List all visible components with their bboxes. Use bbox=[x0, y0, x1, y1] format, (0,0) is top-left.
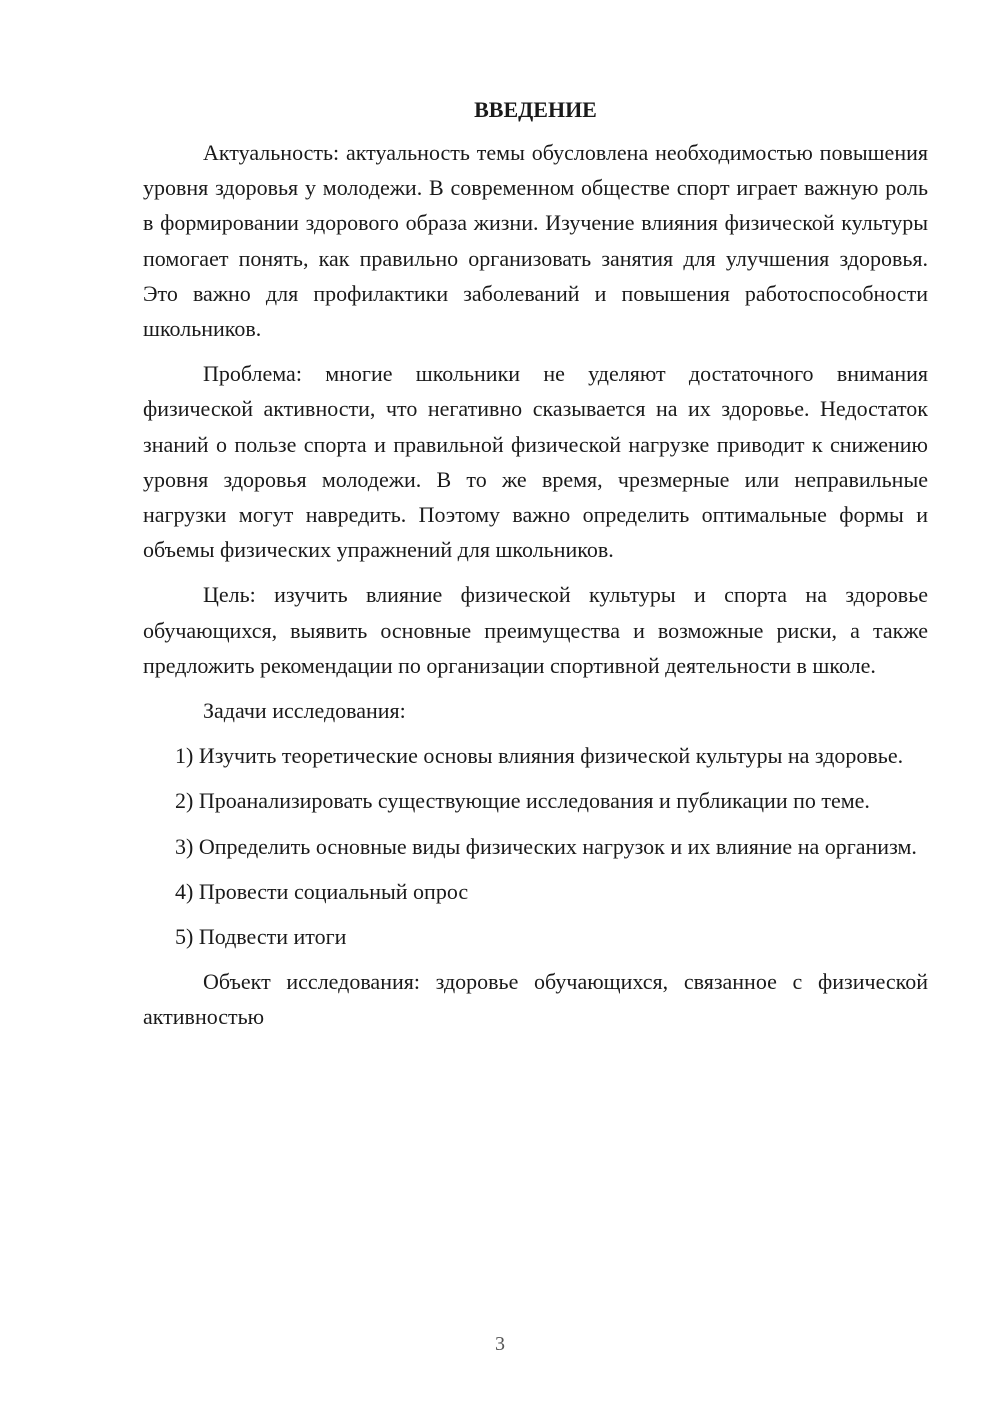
task-item-5: 5) Подвести итоги bbox=[175, 924, 347, 950]
paragraph-problem: Проблема: многие школьники не уделяют достаточного внимания физической активности, что негативно сказывается на их здоровье. Недостаток знаний о пользе спорта и правильной физической нагрузке приводит к снижению уровня здоровья молодежи. В то же время, чрезмерные или неправильные нагрузки могут навредить. Поэтому важно определить оптимальные формы и объемы физических упражнений для школьников. bbox=[143, 361, 928, 563]
tasks-heading: Задачи исследования: bbox=[203, 698, 406, 724]
paragraph-goal: Цель: изучить влияние физической культуры и спорта на здоровье обучающихся, выявить основные преимущества и возможные риски, а также предложить рекомендации по организации спортивной деятельности в школе. bbox=[143, 582, 928, 678]
page-number: 3 bbox=[495, 1333, 505, 1355]
section-title: ВВЕДЕНИЕ bbox=[474, 97, 597, 122]
paragraph-object: Объект исследования: здоровье обучающихся, связанное с физической активностью bbox=[143, 969, 928, 1030]
task-item-3: 3) Определить основные виды физических нагрузок и их влияние на организм. bbox=[175, 833, 917, 859]
page-content bbox=[143, 92, 928, 1045]
paragraph-relevance: Актуальность: актуальность темы обусловлена необходимостью повышения уровня здоровья у молодежи. В современном обществе спорт играет важную роль в формировании здорового образа жизни. Изучение влияния физической культуры помогает понять, как правильно организовать занятия для улучшения здоровья. Это важно для профилактики заболеваний и повышения работоспособности школьников. bbox=[143, 140, 928, 342]
task-item-2: 2) Проанализировать существующие исследования и публикации по теме. bbox=[175, 788, 870, 814]
task-item-4: 4) Провести социальный опрос bbox=[175, 878, 469, 904]
task-item-1: 1) Изучить теоретические основы влияния физической культуры на здоровье. bbox=[175, 743, 904, 769]
